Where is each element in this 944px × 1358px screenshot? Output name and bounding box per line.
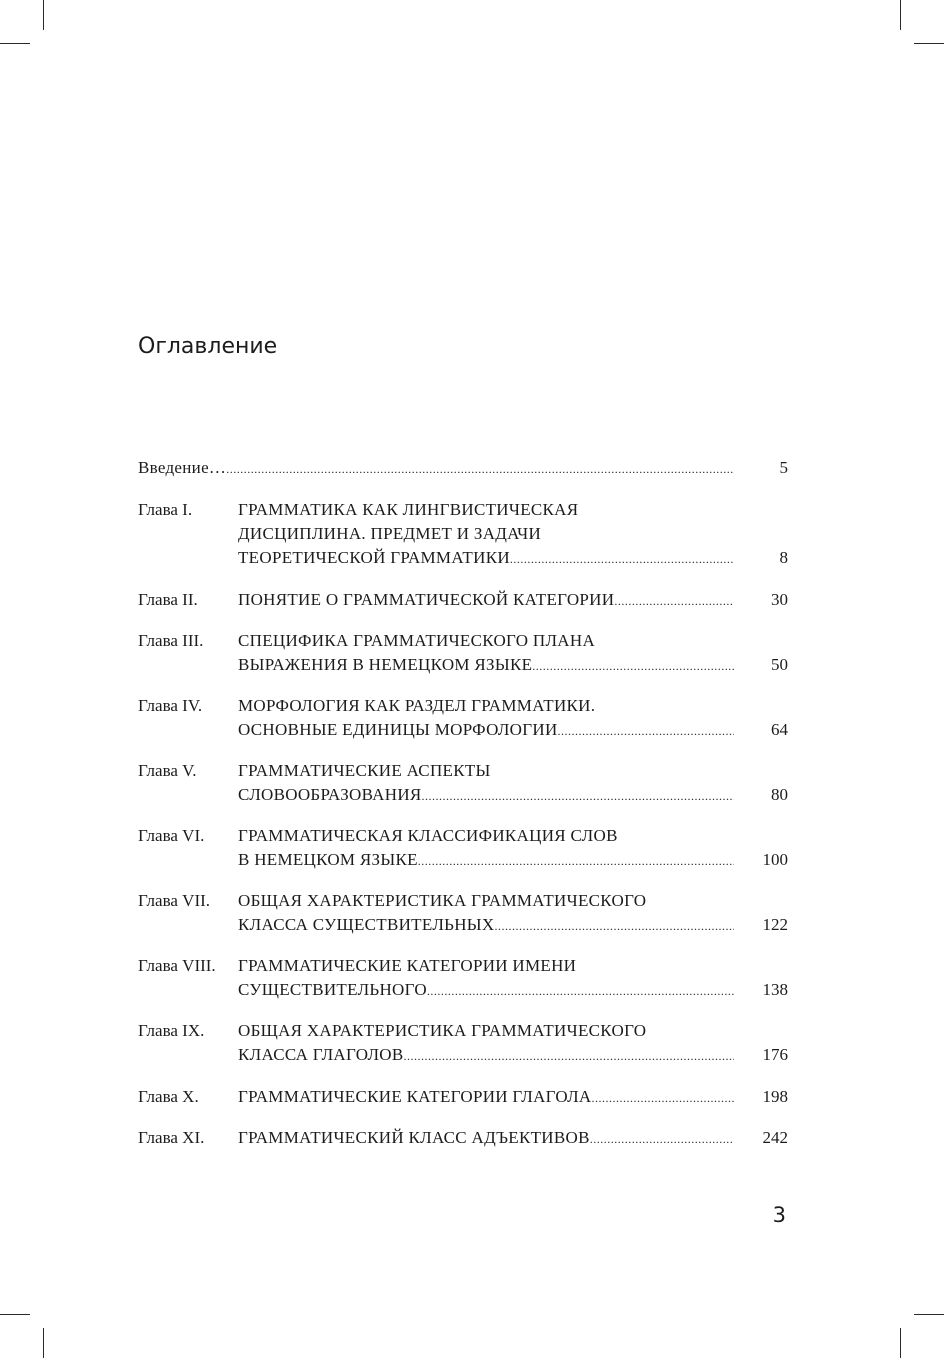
- leader-dots: [510, 547, 734, 570]
- chapter-title-line: ГРАММАТИЧЕСКИЙ КЛАСС АДЪЕКТИВОВ: [238, 1128, 590, 1147]
- toc-entry-chapter-6[interactable]: [138, 824, 788, 872]
- crop-mark-top-left-horizontal: [0, 43, 30, 44]
- chapter-title-line: СЛОВООБРАЗОВАНИЯ: [238, 785, 422, 804]
- chapter-label: Глава III.: [138, 631, 204, 650]
- toc-page-number: 122: [762, 915, 788, 934]
- toc-entry-chapter-9[interactable]: [138, 1019, 788, 1067]
- leader-dots: [614, 589, 734, 612]
- chapter-label: Глава IV.: [138, 696, 203, 715]
- toc-page-number: 50: [771, 655, 788, 674]
- chapter-title-line: ТЕОРЕТИЧЕСКОЙ ГРАММАТИКИ: [238, 548, 510, 567]
- chapter-label: Глава VI.: [138, 826, 205, 845]
- chapter-title-line: ОБЩАЯ ХАРАКТЕРИСТИКА ГРАММАТИЧЕСКОГО: [238, 891, 647, 910]
- toc-entry-chapter-3[interactable]: [138, 629, 788, 677]
- page-folio-number: 3: [772, 1203, 786, 1227]
- toc-page-number: 100: [762, 850, 788, 869]
- leader-dots: [592, 1086, 734, 1109]
- toc-page-number: 5: [779, 458, 788, 477]
- leader-dots: [404, 1044, 735, 1067]
- chapter-title-line: ГРАММАТИЧЕСКИЕ АСПЕКТЫ: [238, 761, 491, 780]
- toc-entry-title: Введение…: [138, 458, 227, 477]
- toc-entry-chapter-4[interactable]: [138, 694, 788, 742]
- chapter-title-line: ГРАММАТИЧЕСКАЯ КЛАССИФИКАЦИЯ СЛОВ: [238, 826, 618, 845]
- crop-mark-bottom-right-vertical: [900, 1328, 901, 1358]
- chapter-label: Глава VIII.: [138, 956, 216, 975]
- toc-entry-chapter-1[interactable]: [138, 498, 788, 570]
- leader-dots: [427, 979, 734, 1002]
- leader-dots: [558, 719, 734, 742]
- chapter-label: Глава I.: [138, 500, 193, 519]
- chapter-label: Глава XI.: [138, 1128, 205, 1147]
- toc-page-number: 176: [762, 1045, 788, 1064]
- chapter-title-line: ДИСЦИПЛИНА. ПРЕДМЕТ И ЗАДАЧИ: [238, 524, 542, 543]
- chapter-title-line: ОСНОВНЫЕ ЕДИНИЦЫ МОРФОЛОГИИ: [238, 720, 558, 739]
- chapter-title-line: КЛАССА СУЩЕСТВИТЕЛЬНЫХ: [238, 915, 495, 934]
- toc-entry-intro[interactable]: [138, 456, 788, 480]
- chapter-title-line: В НЕМЕЦКОМ ЯЗЫКЕ: [238, 850, 418, 869]
- page-title: Оглавление: [138, 334, 278, 359]
- toc-page-number: 30: [771, 590, 788, 609]
- toc-entry-chapter-7[interactable]: [138, 889, 788, 937]
- toc-page-number: 138: [762, 980, 788, 999]
- chapter-title-line: ОБЩАЯ ХАРАКТЕРИСТИКА ГРАММАТИЧЕСКОГО: [238, 1021, 647, 1040]
- chapter-label: Глава VII.: [138, 891, 211, 910]
- chapter-title-line: ГРАММАТИКА КАК ЛИНГВИСТИЧЕСКАЯ: [238, 500, 579, 519]
- chapter-title-line: КЛАССА ГЛАГОЛОВ: [238, 1045, 404, 1064]
- leader-dots: [590, 1127, 734, 1150]
- chapter-label: Глава II.: [138, 590, 198, 609]
- crop-mark-bottom-right-horizontal: [914, 1314, 944, 1315]
- chapter-label: Глава X.: [138, 1087, 199, 1106]
- chapter-title-line: СУЩЕСТВИТЕЛЬНОГО: [238, 980, 427, 999]
- toc-page-number: 8: [779, 548, 788, 567]
- toc-page-number: 242: [762, 1128, 788, 1147]
- chapter-title-line: ПОНЯТИЕ О ГРАММАТИЧЕСКОЙ КАТЕГОРИИ: [238, 590, 615, 609]
- chapter-title-line: ГРАММАТИЧЕСКИЕ КАТЕГОРИИ ИМЕНИ: [238, 956, 577, 975]
- toc-page-number: 64: [771, 720, 788, 739]
- chapter-title-line: ВЫРАЖЕНИЯ В НЕМЕЦКОМ ЯЗЫКЕ: [238, 655, 533, 674]
- chapter-title-line: СПЕЦИФИКА ГРАММАТИЧЕСКОГО ПЛАНА: [238, 631, 596, 650]
- leader-dots: [532, 654, 734, 677]
- toc-entry-chapter-8[interactable]: [138, 954, 788, 1002]
- toc-entry-chapter-11[interactable]: [138, 1126, 788, 1150]
- crop-mark-bottom-left-vertical: [43, 1328, 44, 1358]
- leader-dots: [495, 914, 735, 937]
- leader-dots: [418, 849, 734, 872]
- leader-dots: [226, 457, 734, 480]
- crop-mark-bottom-left-horizontal: [0, 1314, 30, 1315]
- toc-entry-chapter-10[interactable]: [138, 1085, 788, 1109]
- toc-entry-chapter-5[interactable]: [138, 759, 788, 807]
- crop-mark-top-left-vertical: [43, 0, 44, 30]
- chapter-label: Глава IX.: [138, 1021, 205, 1040]
- toc-page-number: 198: [762, 1087, 788, 1106]
- chapter-title-line: ГРАММАТИЧЕСКИЕ КАТЕГОРИИ ГЛАГОЛА: [238, 1087, 592, 1106]
- chapter-title-line: МОРФОЛОГИЯ КАК РАЗДЕЛ ГРАММАТИКИ.: [238, 696, 596, 715]
- crop-mark-top-right-horizontal: [914, 43, 944, 44]
- toc-page-number: 80: [771, 785, 788, 804]
- toc-entry-chapter-2[interactable]: [138, 588, 788, 612]
- crop-mark-top-right-vertical: [900, 0, 901, 30]
- chapter-label: Глава V.: [138, 761, 197, 780]
- leader-dots: [422, 784, 734, 807]
